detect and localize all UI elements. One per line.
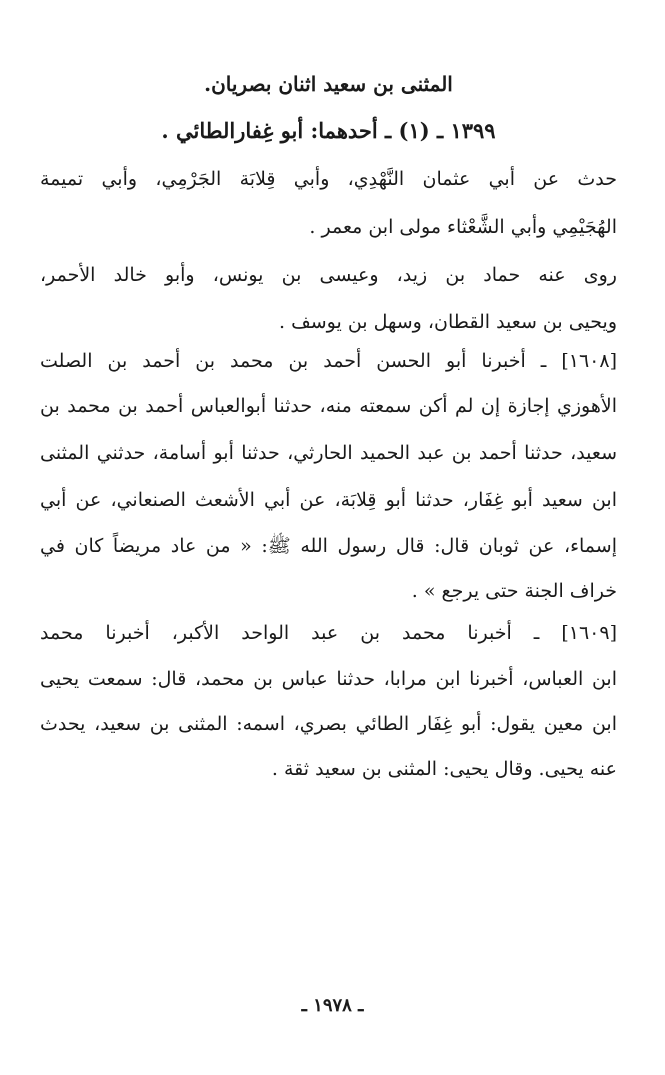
text-line: الأهوزي إجازة إن لم أكن سمعته منه، حدثنا أبوالعباس أحمد بن محمد بن bbox=[40, 395, 617, 417]
text-line: حدث عن أبي عثمان النَّهْدِي، وأبي قِلابَة الجَرْمِي، وأبي تميمة bbox=[40, 168, 617, 190]
entry-heading: ١٣٩٩ ـ (١) ـ أحدهما: أبو غِفارالطائي . bbox=[161, 118, 496, 143]
text-line: خراف الجنة حتى يرجع » . bbox=[411, 580, 617, 602]
text-line: ابن سعيد أبو غِفَار، حدثنا أبو قِلابَة، عن أبي الأشعث الصنعاني، عن أبي bbox=[40, 489, 617, 511]
text-line: عنه يحيى. وقال يحيى: المثنى بن سعيد ثقة . bbox=[271, 758, 617, 780]
section-heading: المثنى بن سعيد اثنان بصريان. bbox=[204, 72, 453, 96]
text-line: ابن العباس، أخبرنا ابن مرابا، حدثنا عباس بن محمد، قال: سمعت يحيى bbox=[40, 668, 617, 690]
text-line: روى عنه حماد بن زيد، وعيسى بن يونس، وأبو خالد الأحمر، bbox=[40, 264, 617, 286]
text-line: ويحيى بن سعيد القطان، وسهل بن يوسف . bbox=[279, 311, 617, 333]
text-line: الهُجَيْمِي وأبي الشَّعْثاء مولى ابن معمر . bbox=[309, 216, 617, 238]
text-line: ابن معين يقول: أبو غِفَار الطائي بصري، اسمه: المثنى بن سعيد، يحدث bbox=[40, 713, 617, 735]
text-line: [١٦٠٨] ـ أخبرنا أبو الحسن أحمد بن محمد بن أحمد بن الصلت bbox=[40, 350, 617, 372]
text-line: إسماء، عن ثوبان قال: قال رسول الله ﷺ: « من عاد مريضاً كان في bbox=[40, 535, 617, 557]
page-number: ـ ١٩٧٨ ـ bbox=[301, 995, 364, 1016]
text-line: سعيد، حدثنا أحمد بن عبد الحميد الحارثي، حدثنا أبو أسامة، حدثني المثنى bbox=[40, 442, 617, 464]
text-line: [١٦٠٩] ـ أخبرنا محمد بن عبد الواحد الأكبر، أخبرنا محمد bbox=[40, 622, 617, 644]
